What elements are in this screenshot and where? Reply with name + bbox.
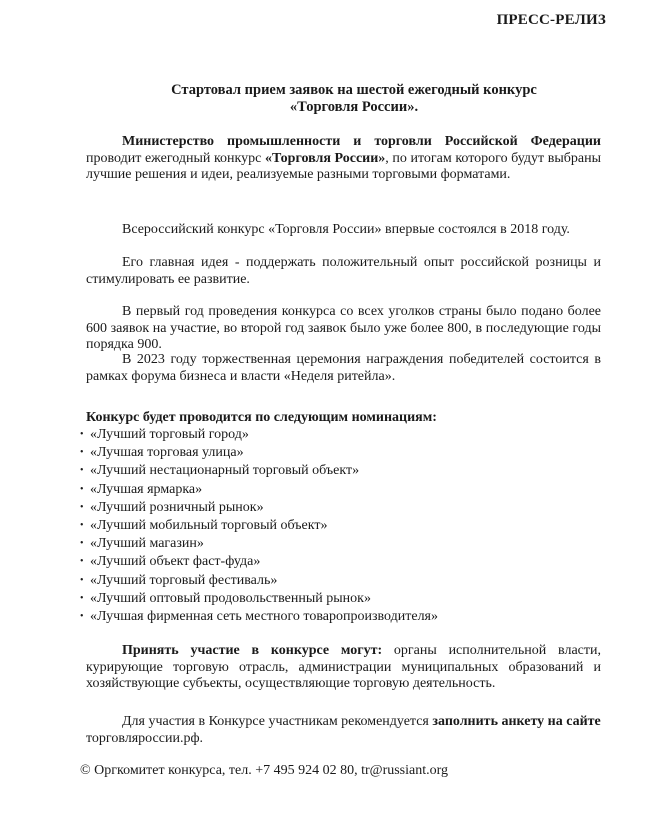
paragraph-text: органы исполнительной власти, курирующие торговую отрасль, администрации муниципальных образований и хозяйствующие субъекты, осуществляющие торговую деятельность.: [86, 643, 601, 691]
title-line-1: Стартовал прием заявок на шестой ежегодный конкурс: [171, 82, 537, 98]
site-address: торговляроссии.рф.: [86, 730, 204, 746]
bullet-icon: •: [80, 483, 84, 495]
document-title: [0, 82, 656, 116]
list-item: [80, 444, 438, 462]
paragraph-text: , по итогам которого будут выбраны лучшие решения и идеи, реализуемые разными торговыми форматами.: [86, 150, 601, 182]
bullet-icon: •: [80, 501, 84, 513]
list-item: [80, 572, 438, 590]
paragraph-ministry: [86, 134, 601, 184]
nomination-label: «Лучший торговый город»: [90, 427, 249, 442]
list-item: [80, 608, 438, 626]
nomination-label: «Лучшая ярмарка»: [90, 481, 203, 497]
nomination-label: «Лучший оптовый продовольственный рынок»: [90, 590, 371, 606]
list-item: [80, 481, 438, 499]
list-item: [80, 517, 438, 535]
list-item: [80, 462, 438, 480]
contact-text: Оргкомитет конкурса, тел. +7 495 924 02 80, tr@russiant.org: [90, 763, 449, 778]
paragraph-text: Для участия в Конкурсе участникам рекомендуется: [122, 714, 433, 729]
bullet-icon: •: [80, 610, 84, 622]
paragraph-text: В первый год проведения конкурса со всех уголков страны было подано более 600 заявок на участие, во второй год заявок было уже более 800, в последующие годы порядка 900.: [86, 304, 601, 352]
paragraph-ceremony: [86, 352, 601, 385]
contest-name: «Торговля России»: [264, 150, 386, 166]
list-item: [80, 535, 438, 553]
paragraph-main-idea: [86, 255, 601, 288]
copyright-icon: ©: [80, 763, 91, 778]
nominations-list: [80, 426, 438, 626]
nomination-label: «Лучший магазин»: [90, 536, 204, 552]
nomination-label: «Лучший мобильный торговый объект»: [90, 517, 328, 533]
list-item: [80, 499, 438, 517]
bullet-icon: •: [80, 429, 84, 440]
paragraph-text: В 2023 году торжественная церемония награждения победителей состоится в рамках форума бизнеса и власти «Неделя ритейла».: [86, 352, 601, 384]
paragraph-how-to-apply: [86, 714, 601, 747]
nomination-label: «Лучшая торговая улица»: [90, 445, 244, 461]
bullet-icon: •: [80, 556, 84, 568]
paragraph-text: Его главная идея - поддержать положительный опыт российской розницы и стимулировать ее развитие.: [86, 255, 601, 287]
paragraph-history: [86, 222, 601, 239]
nominations-heading: Конкурс будет проводится по следующим номинациям:: [86, 410, 437, 425]
ministry-name: Министерство промышленности и торговли Российской Федерации: [122, 134, 601, 149]
bullet-icon: •: [80, 519, 84, 531]
bullet-icon: •: [80, 447, 84, 459]
apply-instruction: заполнить анкету на сайте: [432, 714, 601, 729]
list-item: [80, 426, 438, 444]
participants-lead: Принять участие в конкурсе могут:: [122, 643, 383, 658]
nomination-label: «Лучший нестационарный торговый объект»: [90, 463, 360, 479]
bullet-icon: •: [80, 574, 84, 586]
title-line-2: «Торговля России».: [289, 99, 419, 115]
bullet-icon: •: [80, 592, 84, 604]
list-item: [80, 590, 438, 608]
bullet-icon: •: [80, 465, 84, 477]
press-release-label: ПРЕСС-РЕЛИЗ: [496, 12, 606, 28]
nomination-label: «Лучшая фирменная сеть местного товаропроизводителя»: [90, 608, 438, 624]
nomination-label: «Лучший объект фаст-фуда»: [90, 554, 261, 570]
nomination-label: «Лучший розничный рынок»: [90, 499, 264, 515]
paragraph-applications: [86, 304, 601, 354]
paragraph-text: Всероссийский конкурс «Торговля России» впервые состоялся в 2018 году.: [122, 222, 570, 237]
paragraph-text: проводит ежегодный конкурс: [86, 150, 265, 166]
bullet-icon: •: [80, 538, 84, 550]
paragraph-participants: [86, 643, 601, 693]
nomination-label: «Лучший торговый фестиваль»: [90, 572, 278, 588]
list-item: [80, 553, 438, 571]
contact-footer: [80, 763, 448, 779]
